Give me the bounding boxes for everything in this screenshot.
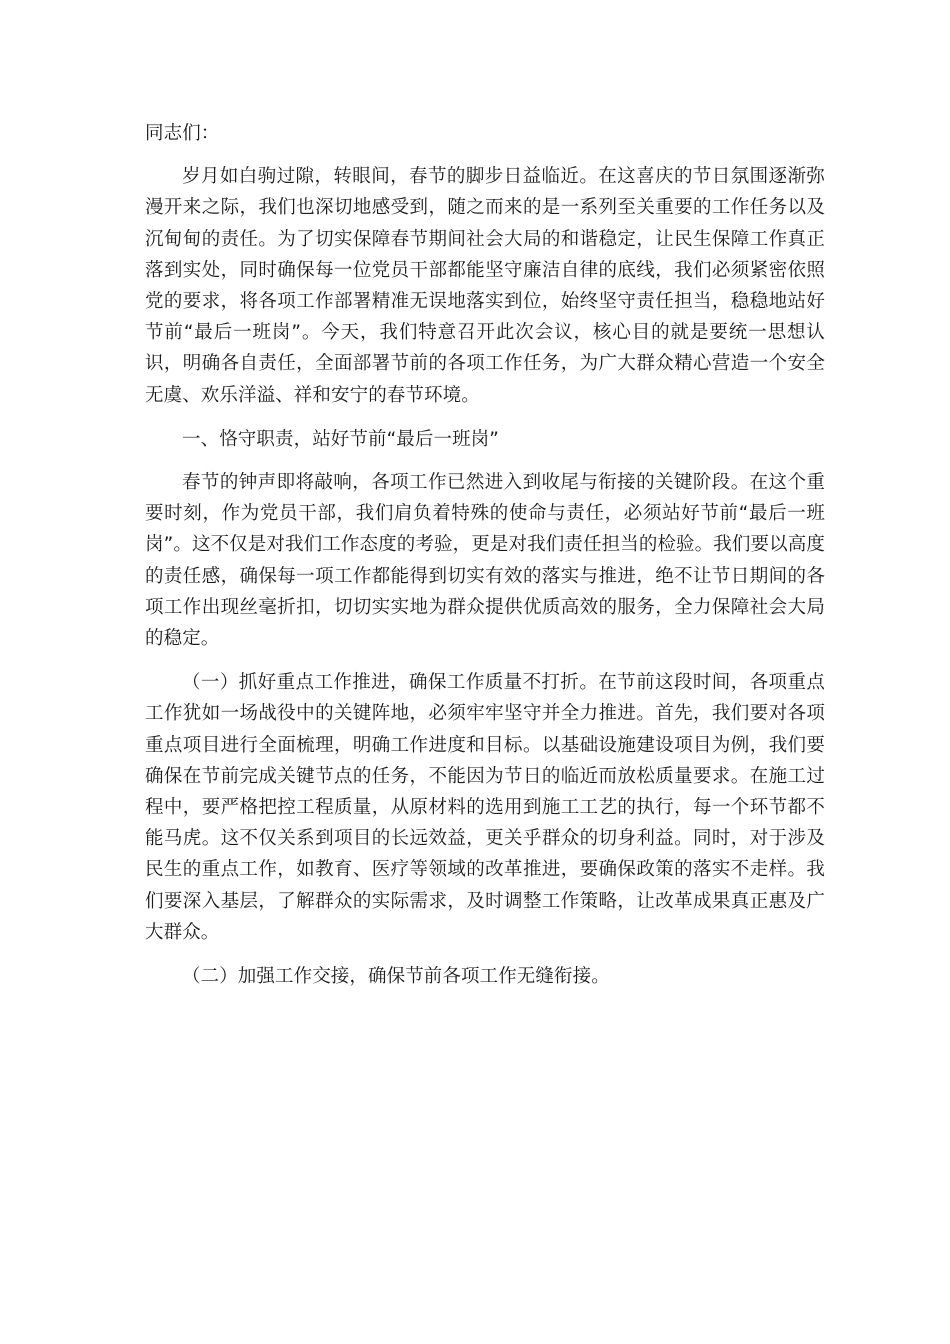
section-heading-1: 一、恪守职责，站好节前“最后一班岗” — [182, 428, 499, 450]
subsection-1-paragraph — [145, 667, 825, 948]
salutation: 同志们： — [145, 123, 220, 144]
subsection-1-title: （一）抓好重点工作推进，确保工作质量不打折。 — [182, 672, 599, 694]
subsection-1-body: 在节前这段时间，各项重点工作犹如一场战役中的关键阵地，必须牢牢坚守并全力推进。首先，我们要对各项重点项目进行全面梳理，明确工作进度和目标。以基础设施建设项目为例，我们要确保在节前完成关键节点的任务，不能因为节日的临近而放松质量要求。在施工过程中，要严格把控工程质量，从原材料的选用到施工工艺的执行，每一个环节都不能马虎。这不仅关系到项目的长远效益，更关乎群众的切身利益。同时，对于涉及民生的重点工作，如教育、医疗等领域的改革推进，要确保政策的落实不走样。我们要深入基层，了解群众的实际需求，及时调整工作策略，让改革成果真正惠及广大群众。 — [145, 672, 825, 943]
document-body — [145, 118, 825, 1005]
intro-paragraph: 岁月如白驹过隙，转眼间，春节的脚步日益临近。在这喜庆的节日氛围逐渐弥漫开来之际，我们也深切地感受到，随之而来的是一系列至关重要的工作任务以及沉甸甸的责任。为了切实保障春节期间社会大局的和谐稳定，让民生保障工作真正落到实处，同时确保每一位党员干部都能坚守廉洁自律的底线，我们必须紧密依照党的要求，将各项工作部署精准无误地落实到位，始终坚守责任担当，稳稳地站好节前“最后一班岗”。今天，我们特意召开此次会议，核心目的就是要统一思想认识，明确各自责任，全面部署节前的各项工作任务，为广大群众精心营造一个安全无虞、欢乐洋溢、祥和安宁的春节环境。 — [145, 166, 825, 406]
subsection-2-title: （二）加强工作交接，确保节前各项工作无缝衔接。 — [182, 966, 610, 988]
section-1-paragraph: 春节的钟声即将敲响，各项工作已然进入到收尾与衔接的关键阶段。在这个重要时刻，作为党员干部，我们肩负着特殊的使命与责任，必须站好节前“最后一班岗”。这不仅是对我们工作态度的考验，更是对我们责任担当的检验。我们要以高度的责任感，确保每一项工作都能得到切实有效的落实与推进，绝不让节日期间的各项工作出现丝毫折扣，切切实实地为群众提供优质高效的服务，全力保障社会大局的稳定。 — [145, 472, 825, 650]
